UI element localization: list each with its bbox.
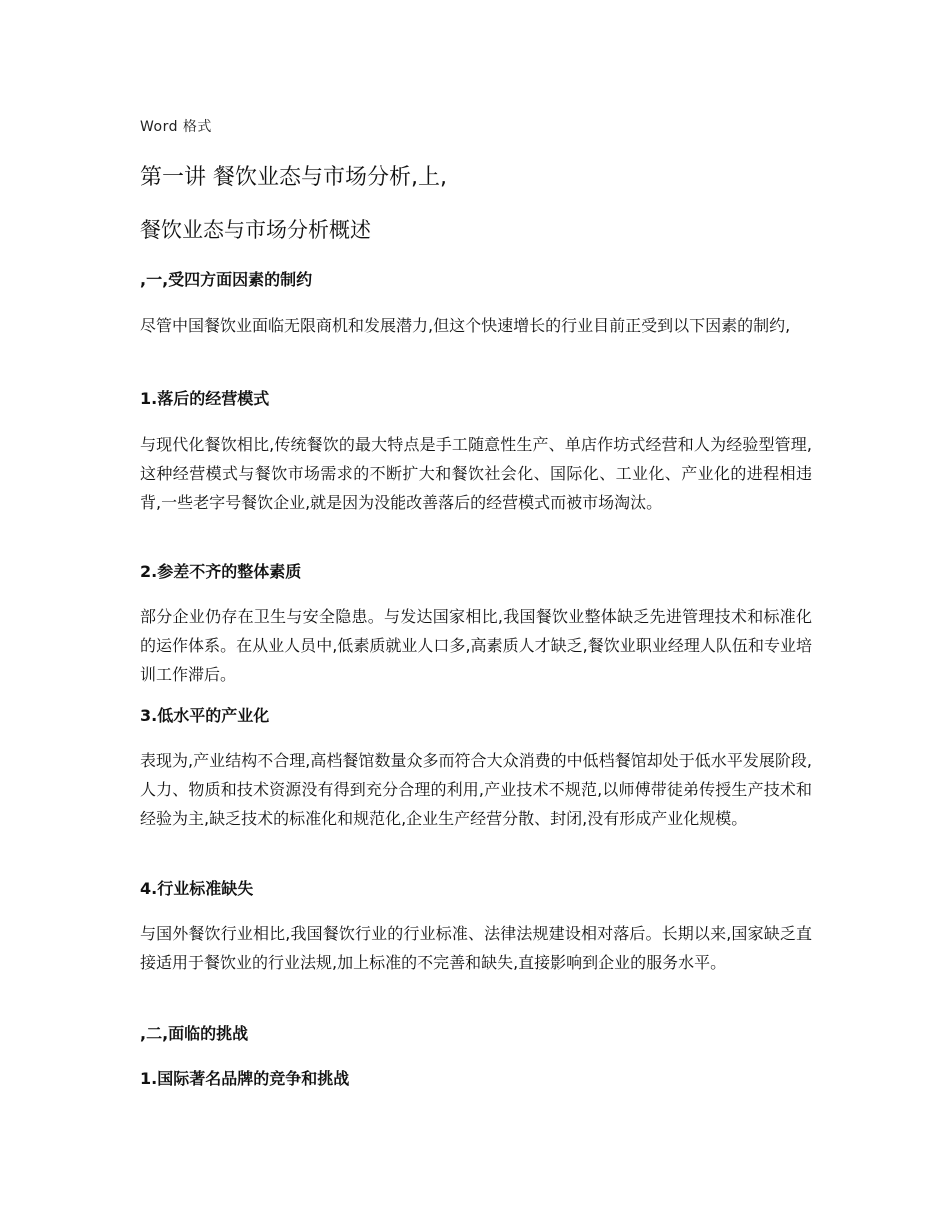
document-subtitle: 餐饮业态与市场分析概述 [140,218,371,242]
item-3-heading: 3.低水平的产业化 [140,706,270,725]
item-3-text: 表现为,产业结构不合理,高档餐馆数量众多而符合大众消费的中低档餐馆却处于低水平发展阶段,人力、物质和技术资源没有得到充分合理的利用,产业技术不规范,以师傅带徒弟传授生产技术和经验为主,缺乏技术的标准化和规范化,企业生产经营分散、封闭,没有形成产业化规模。 [140,751,812,828]
section-2-item-1-heading: 1.国际著名品牌的竞争和挑战 [140,1069,350,1088]
section-1-heading: ,一,受四方面因素的制约 [140,270,313,289]
section-2-heading: ,二,面临的挑战 [140,1024,249,1043]
section-1-intro: 尽管中国餐饮业面临无限商机和发展潜力,但这个快速增长的行业目前正受到以下因素的制约, [140,316,791,335]
item-2-text: 部分企业仍存在卫生与安全隐患。与发达国家相比,我国餐饮业整体缺乏先进管理技术和标准化的运作体系。在从业人员中,低素质就业人口多,高素质人才缺乏,餐饮业职业经理人队伍和专业培训工作滞后。 [140,607,812,684]
header-label: Word 格式 [140,119,212,135]
document-title: 第一讲 餐饮业态与市场分析,上, [140,165,447,190]
item-2-heading: 2.参差不齐的整体素质 [140,562,302,581]
item-1-text: 与现代化餐饮相比,传统餐饮的最大特点是手工随意性生产、单店作坊式经营和人为经验型管理,这种经营模式与餐饮市场需求的不断扩大和餐饮社会化、国际化、工业化、产业化的进程相违背,一些老字号餐饮企业,就是因为没能改善落后的经营模式而被市场淘汰。 [140,435,812,512]
item-1-heading: 1.落后的经营模式 [140,389,270,408]
item-4-heading: 4.行业标准缺失 [140,879,254,898]
item-4-text: 与国外餐饮行业相比,我国餐饮行业的行业标准、法律法规建设相对落后。长期以来,国家缺乏直接适用于餐饮业的行业法规,加上标准的不完善和缺失,直接影响到企业的服务水平。 [140,924,812,972]
